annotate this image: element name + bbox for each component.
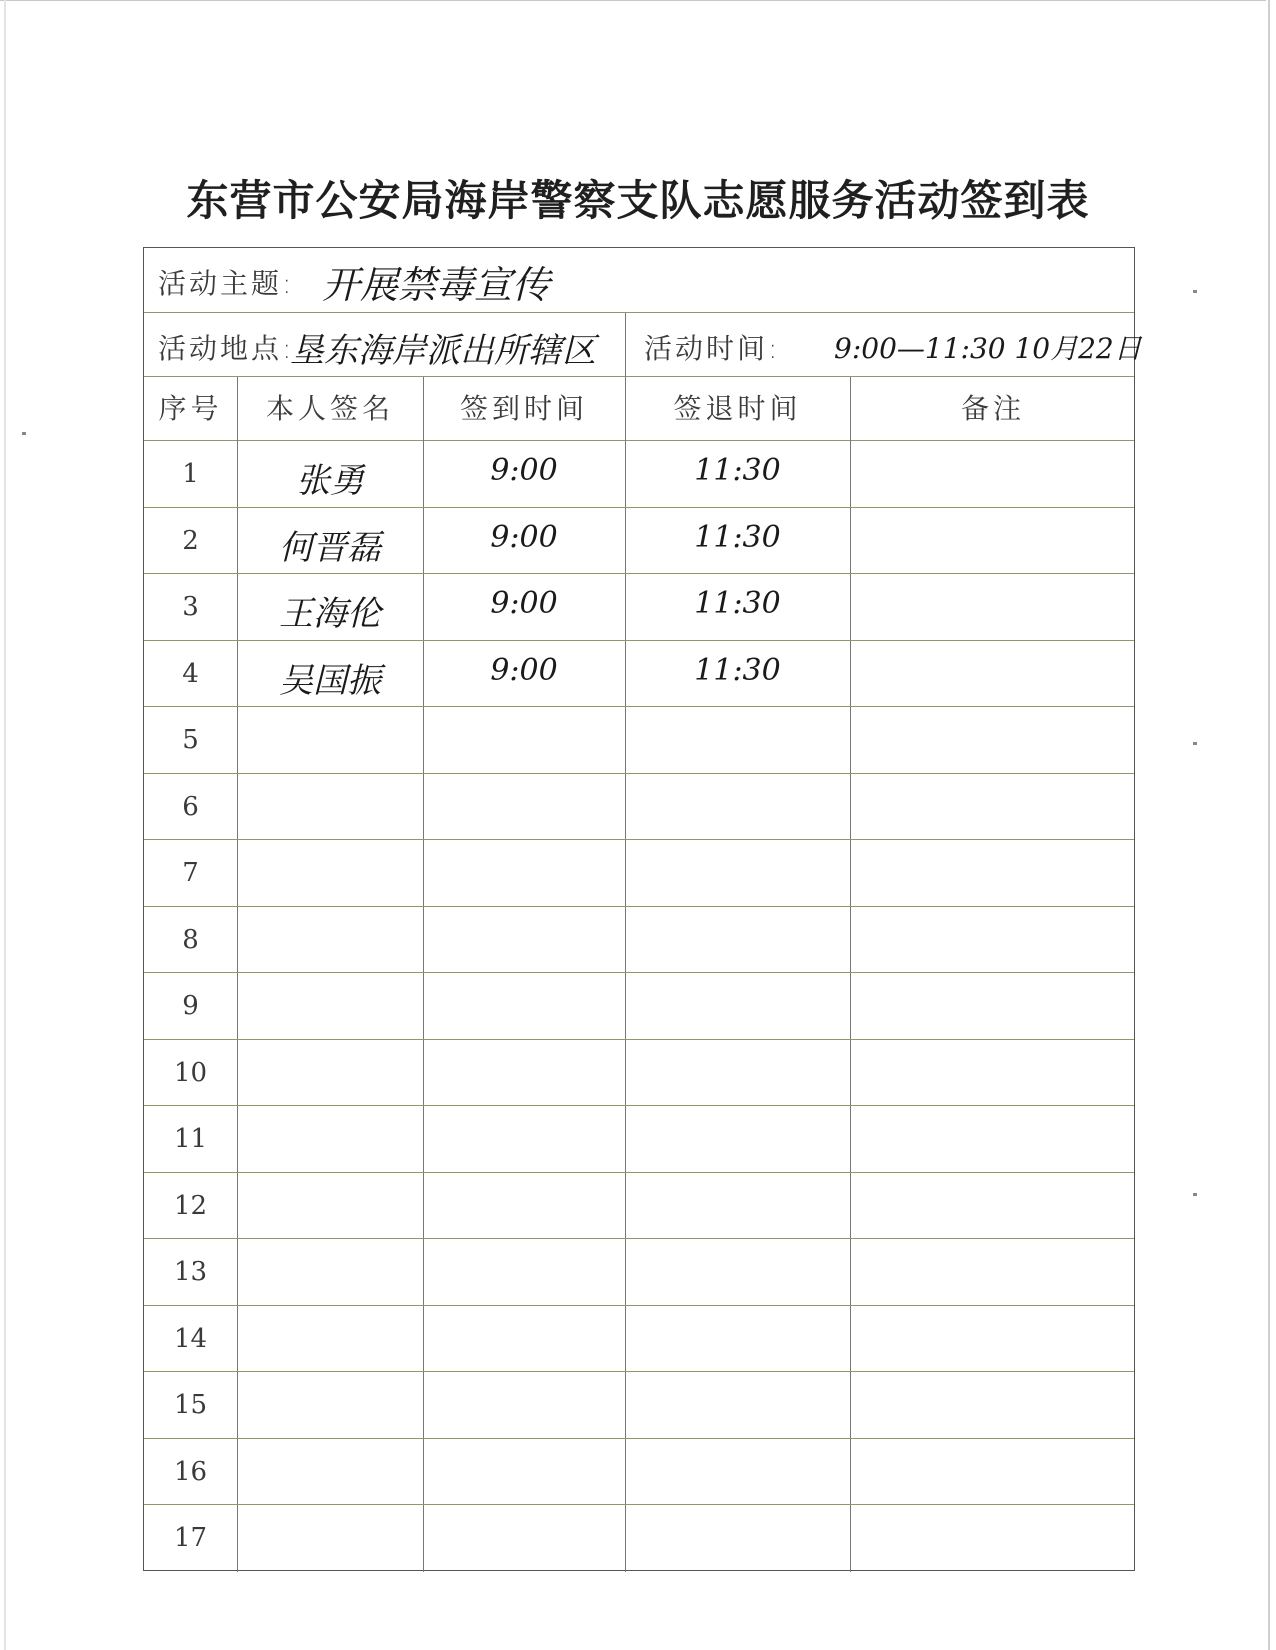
table-row: [144, 1040, 1134, 1107]
row-number: 4: [182, 658, 199, 689]
table-row: [144, 1306, 1134, 1373]
sign-in-time-cell: 9:00: [490, 586, 558, 621]
table-row: [144, 707, 1134, 774]
location-row: [144, 313, 1142, 377]
col-header-sign-in-time: 签到时间: [459, 392, 588, 425]
row-number: 11: [173, 1124, 208, 1154]
row-number: 3: [182, 592, 199, 622]
scan-speck: [1193, 290, 1197, 293]
row-number: 16: [173, 1456, 208, 1487]
col-header-sign-out-time: 签退时间: [673, 392, 802, 425]
signature-cell: 何晋磊: [279, 527, 381, 568]
table-row: [144, 973, 1134, 1040]
row-number: 9: [182, 991, 199, 1021]
row-number: 6: [182, 791, 199, 822]
row-number: 17: [173, 1523, 208, 1553]
col-header-no: 序号: [158, 392, 223, 425]
table-row: [144, 1505, 1134, 1570]
sign-in-time-cell: 9:00: [490, 519, 558, 555]
time-label: 活动时间:: [644, 332, 781, 365]
sign-in-time-cell: 9:00: [490, 652, 558, 688]
sign-out-time-cell: 11:30: [694, 453, 781, 488]
table-row: [144, 441, 1134, 508]
row-number: 7: [182, 858, 199, 888]
table-row: [144, 574, 1134, 641]
row-number: 14: [173, 1323, 208, 1354]
scan-speck: [1193, 1193, 1197, 1196]
row-number: 12: [173, 1190, 208, 1221]
table-row: [144, 1239, 1134, 1306]
table-row: [144, 774, 1134, 841]
table-row: [144, 840, 1134, 907]
time-value: 9:00—11:30 10月22日: [834, 332, 1142, 365]
table-row: [144, 1372, 1134, 1439]
row-number: 8: [182, 924, 199, 955]
sign-out-time-cell: 11:30: [694, 652, 781, 688]
row-number: 15: [173, 1390, 208, 1420]
sign-out-time-cell: 11:30: [694, 586, 781, 621]
sign-in-sheet: [143, 247, 1142, 1571]
location-value: 垦东海岸派出所辖区: [290, 331, 596, 371]
row-number: 2: [182, 525, 199, 556]
table-row: [144, 1106, 1134, 1173]
topic-row: [144, 248, 1134, 313]
scan-edge-left: [4, 0, 6, 1650]
scan-speck: [1193, 742, 1197, 745]
row-number: 1: [182, 459, 199, 489]
topic-label: 活动主题:: [158, 267, 295, 300]
topic-value: 开展禁毒宣传: [322, 263, 551, 307]
row-number: 5: [182, 725, 199, 755]
location-divider: [625, 313, 626, 377]
table-row: [144, 1173, 1134, 1240]
signature-cell: 王海伦: [279, 594, 381, 634]
scan-edge: [0, 0, 1266, 5]
form-title: 东营市公安局海岸警察支队志愿服务活动签到表: [186, 176, 1090, 225]
table-row: [144, 641, 1134, 708]
scan-edge-right: [1268, 0, 1270, 1650]
signature-cell: 吴国振: [279, 660, 381, 701]
header-row: [144, 377, 1134, 441]
table-row: [144, 1439, 1134, 1506]
table-row: [144, 907, 1134, 974]
scan-speck: [22, 432, 26, 435]
table-row: [144, 508, 1134, 575]
location-label: 活动地点:: [158, 332, 295, 365]
col-header-remarks: 备注: [960, 392, 1025, 425]
sign-in-time-cell: 9:00: [490, 453, 558, 488]
signature-cell: 张勇: [296, 461, 364, 501]
row-number: 13: [173, 1257, 208, 1287]
col-header-signature: 本人签名: [265, 392, 394, 425]
sign-out-time-cell: 11:30: [694, 519, 781, 555]
row-number: 10: [173, 1057, 208, 1088]
